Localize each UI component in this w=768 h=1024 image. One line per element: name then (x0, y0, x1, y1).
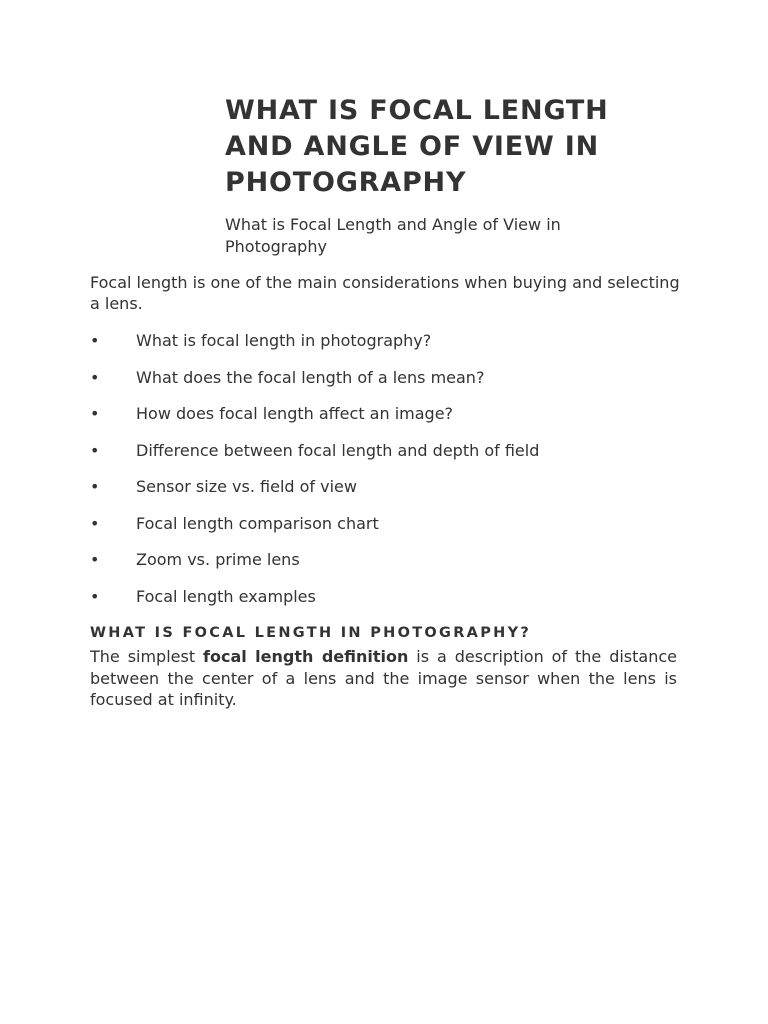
list-item (90, 367, 680, 404)
bullet-icon: • (90, 440, 100, 460)
list-item (90, 549, 680, 586)
bullet-icon: • (90, 331, 100, 350)
para-bold-term: focal length definition (203, 647, 409, 666)
list-item (90, 440, 680, 477)
list-item-text: Zoom vs. prime lens (136, 550, 300, 569)
topic-list (90, 330, 680, 622)
list-item-text: Sensor size vs. field of view (136, 477, 357, 496)
bullet-icon: • (90, 513, 100, 533)
list-item-text: What is focal length in photography? (136, 331, 432, 350)
bullet-icon: • (90, 550, 100, 569)
bullet-icon: • (90, 586, 100, 606)
body-paragraph (90, 646, 677, 711)
list-item-text: Difference between focal length and depth of field (136, 440, 540, 460)
para-prefix: The simplest (90, 647, 204, 666)
section-heading: WHAT IS FOCAL LENGTH IN PHOTOGRAPHY? (90, 625, 532, 641)
list-item-text: Focal length comparison chart (136, 513, 379, 533)
list-item (90, 330, 680, 367)
list-item-text: Focal length examples (136, 586, 316, 606)
list-item (90, 513, 680, 550)
list-item-text: How does focal length affect an image? (136, 404, 454, 423)
list-item (90, 586, 680, 623)
list-item (90, 403, 680, 440)
bullet-icon: • (90, 404, 100, 423)
bullet-icon: • (90, 367, 100, 387)
page-title: WHAT IS FOCAL LENGTH AND ANGLE OF VIEW IN PHOTOGRAPHY (225, 95, 609, 198)
intro-paragraph: Focal length is one of the main considerations when buying and selecting a lens. (90, 273, 680, 313)
list-item (90, 476, 680, 513)
page-subtitle: What is Focal Length and Angle of View in Photography (225, 215, 561, 256)
list-item-text: What does the focal length of a lens mean? (136, 367, 485, 387)
para-suffix: is a description of the distance between the center of a lens and the image sensor when the lens is focused at infinity. (90, 647, 677, 709)
bullet-icon: • (90, 477, 100, 496)
